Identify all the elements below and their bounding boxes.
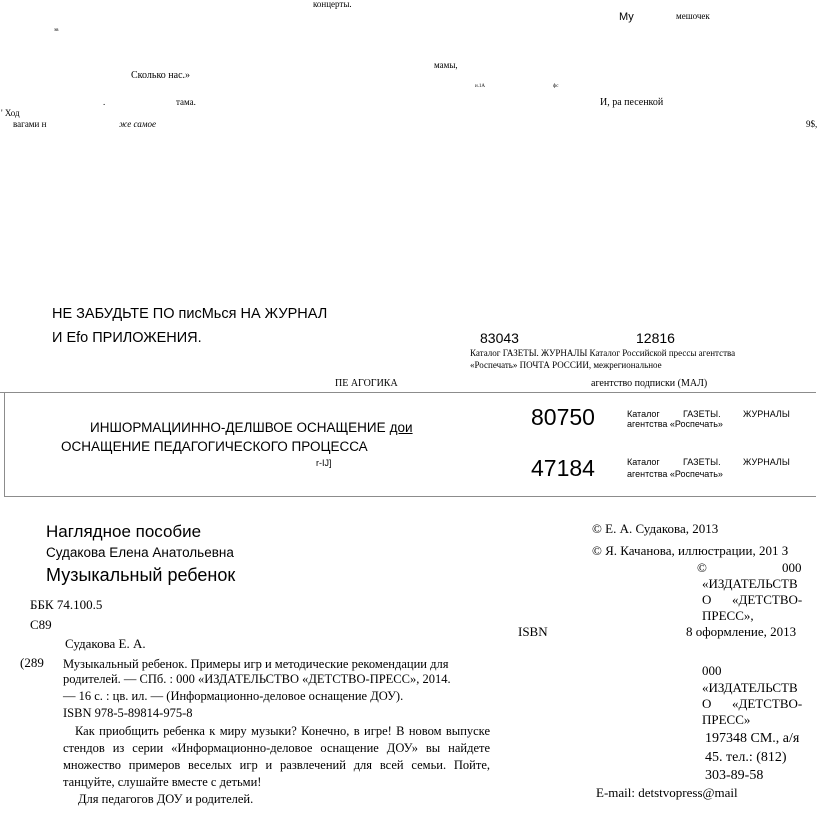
entry-line: — 16 с. : цв. ил. — (Информационно-деловое оснащение ДОУ). <box>63 689 404 703</box>
copyright-publisher: О <box>702 592 712 607</box>
copyright-publisher: 000 <box>782 560 802 575</box>
top-fragment: же самое <box>119 119 156 129</box>
isbn-full: ISBN 978-5-89814-975-8 <box>63 706 193 720</box>
book-title: Музыкальный ребенок <box>46 565 236 585</box>
copyright-mark: © <box>697 560 707 575</box>
top-fragment: мешочек <box>676 11 710 21</box>
top-fragment: . <box>103 97 106 107</box>
frame-line <box>4 496 816 497</box>
agency-label: агентство подписки (МАЛ) <box>591 378 708 389</box>
journal-label: ПЕ АГОГИКА <box>335 378 398 389</box>
copyright-illustrator: © Я. Качанова, иллюстрации, 201 З <box>592 543 789 558</box>
top-fragment: фс <box>553 84 559 89</box>
copyright-author: © Е. А. Судакова, 2013 <box>592 521 719 536</box>
entry-mark: (289 <box>20 655 44 670</box>
series-title: ИНШОРМАЦИИННО-ДЕЛШВОЕ ОСНАЩЕНИЕ дои <box>90 420 413 435</box>
series-title: ОСНАЩЕНИЕ ПЕДАГОГИЧЕСКОГО ПРОЦЕССА <box>61 439 368 454</box>
index-catalog-note: агентства «Роспечать» <box>627 419 723 429</box>
copyright-design: 8 оформление, 2013 <box>686 624 797 639</box>
publisher-name: ПРЕСС» <box>702 712 751 727</box>
copyright-publisher: «ДЕТСТВО- <box>732 592 803 607</box>
entry-line: родителей. — СПб. : 000 «ИЗДАТЕЛЬСТВО «ДЕТСТВО-ПРЕСС», 2014. <box>63 672 451 686</box>
top-fragment: мамы, <box>434 60 458 70</box>
subscription-index: 47184 <box>531 455 595 481</box>
top-fragment: 9$, <box>806 119 817 129</box>
publisher-name: «ИЗДАТЕЛЬСТВ <box>702 680 798 695</box>
publisher-name: 000 <box>702 663 722 678</box>
top-fragment: концерты. <box>313 0 352 9</box>
top-fragment: Му <box>619 11 634 23</box>
subscription-headline: И Efo ПРИЛОЖЕНИЯ. <box>52 330 202 346</box>
publisher-address: 197348 СМ., а/я <box>705 731 800 746</box>
top-fragment: тама. <box>176 97 196 107</box>
top-fragment: Сколько нас.» <box>131 70 191 81</box>
subscription-index: 12816 <box>636 330 675 346</box>
index-catalog-word: ЖУРНАЛЫ <box>743 409 790 419</box>
publisher-email: E-mail: detstvopress@mail <box>596 785 738 800</box>
subscription-index: 80750 <box>531 404 595 430</box>
copyright-publisher: ПРЕСС», <box>702 608 754 623</box>
publisher-phone: 303-89-58 <box>705 768 764 783</box>
top-fragment: ' Ход <box>1 108 20 118</box>
bbk-code: ББК 74.100.5 <box>30 597 103 612</box>
top-fragment: эв <box>54 28 59 33</box>
index-catalog-word: Каталог <box>627 457 660 467</box>
series-mark: r-IJ] <box>316 458 332 468</box>
book-author: Судакова Елена Анатольевна <box>46 545 234 560</box>
top-fragment: вагами н <box>13 119 47 129</box>
subscription-headline: НЕ ЗАБУДЬТЕ ПО писМься НА ЖУРНАЛ <box>52 306 328 322</box>
index-catalog-word: ЖУРНАЛЫ <box>743 457 790 467</box>
isbn-label: ISBN <box>518 624 548 639</box>
catalog-note: Каталог ГАЗЕТЫ. ЖУРНАЛЫ Каталог Российской прессы агентства <box>470 348 736 358</box>
publisher-address: 45. тел.: (812) <box>705 750 787 765</box>
book-abstract: Как приобщить ребенка к миру музыки? Конечно, в игре! В новом выпуске стендов из серии «Информационно-деловое оснащение ДОУ» вы найдете множество примеров веселых игр и развлечений для всей семьи. Пойте, танцуйте, слушайте вместе с детьми! <box>63 724 490 789</box>
frame-line <box>4 392 5 497</box>
frame-line <box>0 392 816 393</box>
top-fragment: и.1А <box>475 84 486 89</box>
index-catalog-word: ГАЗЕТЫ. <box>683 409 721 419</box>
copyright-publisher: «ИЗДАТЕЛЬСТВ <box>702 576 798 591</box>
author-short: Судакова Е. А. <box>65 636 146 651</box>
book-audience: Для педагогов ДОУ и родителей. <box>78 792 254 806</box>
index-catalog-note: агентства «Роспечать» <box>627 469 723 479</box>
author-mark: С89 <box>30 617 52 632</box>
catalog-note: «Роспечать» ПОЧТА РОССИИ, межрегиональное <box>470 360 662 370</box>
index-catalog-word: Каталог <box>627 409 660 419</box>
top-fragment: И, ра песенкой <box>600 97 664 108</box>
publisher-name: «ДЕТСТВО- <box>732 696 803 711</box>
publisher-name: О <box>702 696 712 711</box>
entry-line: Музыкальный ребенок. Примеры игр и методические рекомендации для <box>63 657 449 671</box>
subscription-index: 83043 <box>480 330 519 346</box>
index-catalog-word: ГАЗЕТЫ. <box>683 457 721 467</box>
book-genre: Наглядное пособие <box>46 522 202 541</box>
